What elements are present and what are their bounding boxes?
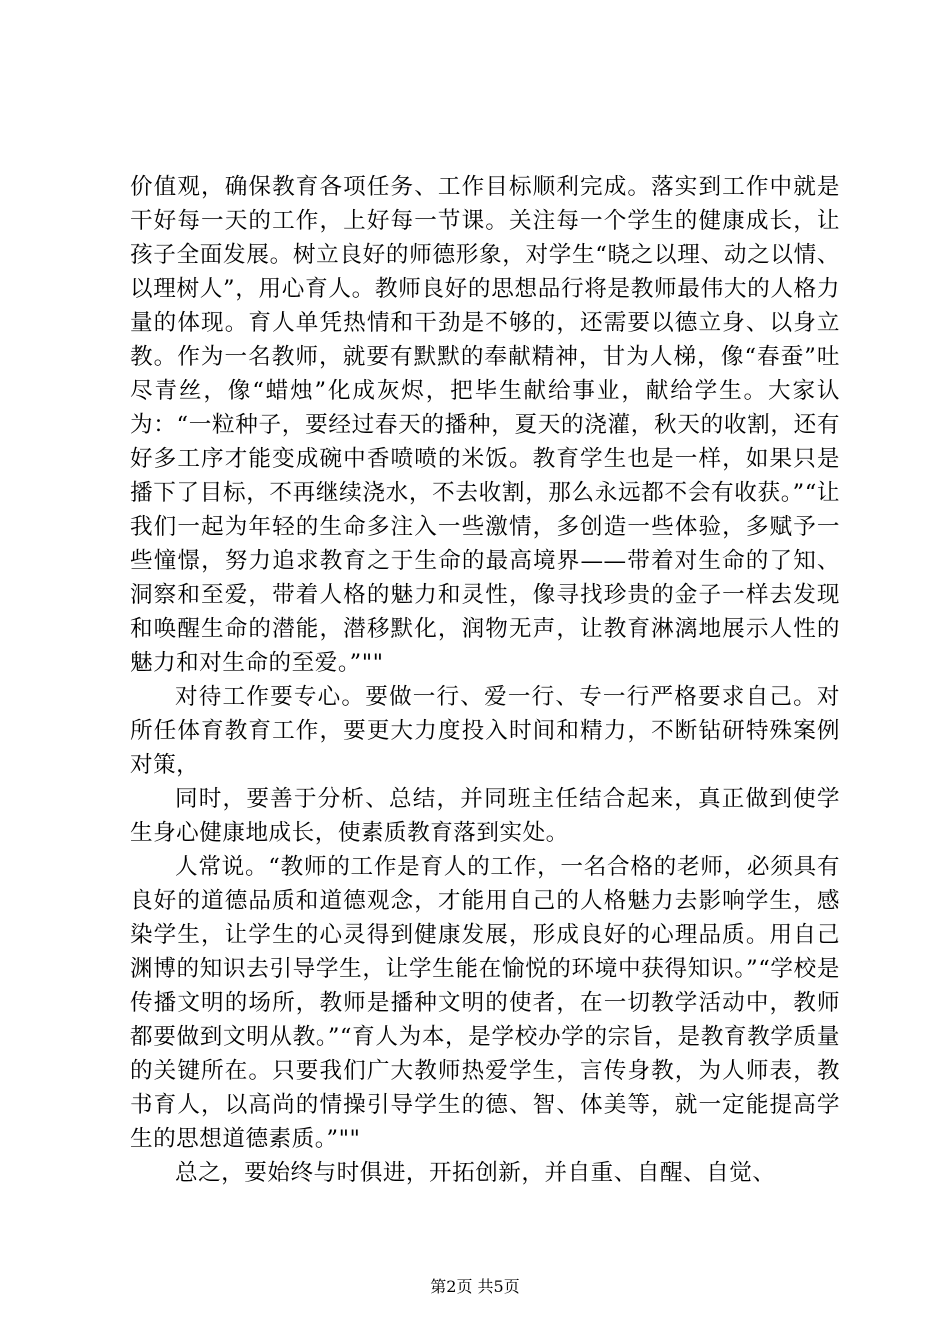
paragraph-4: 人常说。“教师的工作是育人的工作，一名合格的老师，必须具有良好的道德品质和道德观念，才能用自己的人格魅力去影响学生，感染学生，让学生的心灵得到健康发展，形成良好的心理品质。用自己渊博的知识去引导学生，让学生能在愉悦的环境中获得知识。”“学校是传播文明的场所，教师是播种文明的使者，在一切教学活动中，教师都要做到文明从教。”“育人为本，是学校办学的宗旨，是教育教学质量的关键所在。只要我们广大教师热爱学生，言传身教，为人师表，教书育人，以高尚的情操引导学生的德、智、体美等，就一定能提高学生的思想道德素质。”"" bbox=[130, 854, 840, 1152]
paragraph-1: 价值观，确保教育各项任务、工作目标顺利完成。落实到工作中就是干好每一天的工作，上好每一节课。关注每一个学生的健康成长，让孩子全面发展。树立良好的师德形象，对学生“晓之以理、动之以情、以理树人”，用心育人。教师良好的思想品行将是教师最伟大的人格力量的体现。育人单凭热情和干劲是不够的，还需要以德立身、以身立教。作为一名教师，就要有默默的奉献精神，甘为人梯，像“春蚕”吐尽青丝，像“蜡烛”化成灰烬，把毕生献给事业，献给学生。大家认为：“一粒种子，要经过春天的播种，夏天的浇灌，秋天的收割，还有好多工序才能变成碗中香喷喷的米饭。教育学生也是一样，如果只是播下了目标，不再继续浇水，不去收割，那么永远都不会有收获。”“让我们一起为年轻的生命多注入一些激情，多创造一些体验，多赋予一些憧憬，努力追求教育之于生命的最高境界——带着对生命的了知、洞察和至爱，带着人格的魅力和灵性，像寻找珍贵的金子一样去发现和唤醒生命的潜能，潜移默化，润物无声，让教育淋漓地展示人性的魅力和对生命的至爱。”"" bbox=[130, 174, 840, 676]
paragraph-5: 总之，要始终与时俱进，开拓创新，并自重、自醒、自觉、 bbox=[175, 1160, 776, 1186]
paragraph-3: 同时，要善于分析、总结，并同班主任结合起来，真正做到使学生身心健康地成长，使素质教育落到实处。 bbox=[130, 786, 840, 846]
document-body bbox=[130, 170, 840, 1190]
paragraph-2: 对待工作要专心。要做一行、爱一行、专一行严格要求自己。对所任体育教育工作，要更大力度投入时间和精力，不断钻研特殊案例对策， bbox=[130, 684, 840, 778]
page-number-footer: 第2页 共5页 bbox=[430, 1277, 520, 1296]
